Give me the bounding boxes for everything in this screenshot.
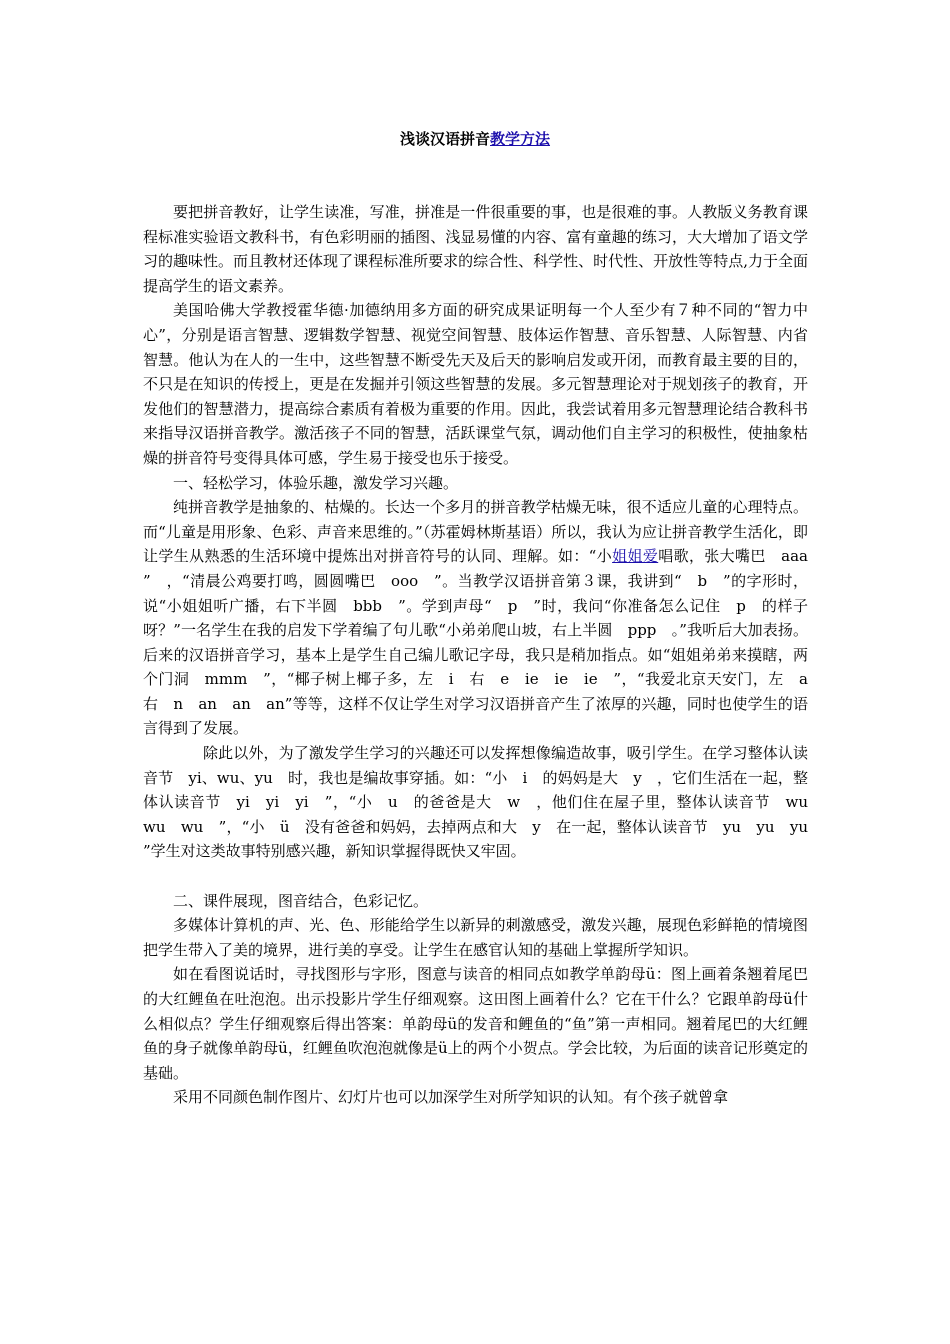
document-body [143,200,824,1110]
paragraph-stories: 除此以外，为了激发学生学习的兴趣还可以发挥想像编造故事，吸引学生。在学习整体认读音节 yi、wu、yu 时，我也是编故事穿插。如：“小 i 的妈妈是大 y ，它们生活在一起，整体认读音节 yi yi yi ”，“小 u 的爸爸是大 w ，他们住在屋子里，整体认读音节 wu wu wu ”，“小 ü 没有爸爸和妈妈，去掉两点和大 y 在一起，整体认读音节 yu yu yu ”学生对这类故事特别感兴趣，新知识掌握得既快又牢固。 [143,744,824,861]
inline-link-jiejie[interactable]: 姐姐爱 [612,547,659,566]
paragraph-colors: 采用不同颜色制作图片、幻灯片也可以加深学生对所学知识的认知。有个孩子就曾拿 [173,1088,729,1107]
paragraph-text: 纯拼音教学是抽象的、枯燥的。长达一个多月的拼音教学枯燥无味，很不适应儿童的心理特点。而“儿童是用形象、色彩、声音来思维的。”（苏霍姆林斯基语）所以，我认为应让拼音教学生活化，即让学生从熟悉的生活环境中提炼出对拼音符号的认同、理解。如：“小 [143,498,808,566]
document-title [0,128,950,150]
section-heading-2: 二、课件展现，图音结合，色彩记忆。 [173,891,429,910]
paragraph-gardner: 美国哈佛大学教授霍华德·加德纳用多方面的研究成果证明每一个人至少有７种不同的“智力中心”，分别是语言智慧、逻辑数学智慧、视觉空间智慧、肢体运作智慧、音乐智慧、人际智慧、内省智慧。他认为在人的一生中，这些智慧不断受先天及后天的影响启发或开闭，而教育最主要的目的，不只是在知识的传授上，更是在发掘并引领这些智慧的发展。多元智慧理论对于规划孩子的教育，开发他们的智慧潜力，提高综合素质有着极为重要的作用。因此，我尝试着用多元智慧理论结合教科书来指导汉语拼音教学。激活孩子不同的智慧，活跃课堂气氛，调动他们自主学习的积极性，使抽象枯燥的拼音符号变得具体可感，学生易于接受也乐于接受。 [143,301,808,467]
section-heading-1: 一、轻松学习，体验乐趣，激发学习兴趣。 [173,473,459,492]
paragraph-intro: 要把拼音教好，让学生读准，写准，拼准是一件很重要的事，也是很难的事。人教版义务教育课程标准实验语文教科书，有色彩明丽的插图、浅显易懂的内容、富有童趣的练习，大大增加了语文学习的趣味性。而且教材还体现了课程标准所要求的综合性、科学性、时代性、开放性等特点,力于全面提高学生的语文素养。 [143,203,808,295]
paragraph-text: 唱歌，张大嘴巴 aaa ” ，“清晨公鸡要打鸣，圆圆嘴巴 ooo ”。当教学汉语拼音第３课，我讲到“ b ”的字形时，说“小姐姐听广播，右下半圆 bbb ”。学到声母“ p ”时，我问“你准备怎么记住 p 的样子呀？”一名学生在我的启发下学着编了句儿歌“小弟弟爬山坡，右上半圆 ppp 。”我听后大加表扬。后来的汉语拼音学习，基本上是学生自己编儿歌记字母，我只是稍加指点。如“姐姐弟弟来摸瞎，两个门洞 mmm ”，“椰子树上椰子多，左 i 右 e ie ie ie ”，“我爱北京天安门，左 a 右 n an an an”等等，这样不仅让学生对学习汉语拼音产生了浓厚的兴趣，同时也使学生的语言得到了发展。 [143,547,824,738]
paragraph-multimedia: 多媒体计算机的声、光、色、形能给学生以新异的刺激感受，激发兴趣，展现色彩鲜艳的情境图把学生带入了美的境界，进行美的享受。让学生在感官认知的基础上掌握所学知识。 [143,916,808,959]
title-link[interactable]: 教学方法 [490,130,551,148]
title-text: 浅谈汉语拼音 [399,130,490,148]
paragraph-picture-talk: 如在看图说话时，寻找图形与字形，图意与读音的相同点如教学单韵母ü：图上画着条翘着尾巴的大红鲤鱼在吐泡泡。出示投影片学生仔细观察。这田图上画着什么？它在干什么？它跟单韵母ü什么相似点？学生仔细观察后得出答案：单韵母ü的发音和鲤鱼的“鱼”第一声相同。翘着尾巴的大红鲤鱼的身子就像单韵母ü，红鲤鱼吹泡泡就像是ü上的两个小贺点。学会比较，为后面的读音记形奠定的基础。 [143,965,808,1082]
paragraph-pinyin-life [143,495,824,741]
blank-line [143,864,808,889]
